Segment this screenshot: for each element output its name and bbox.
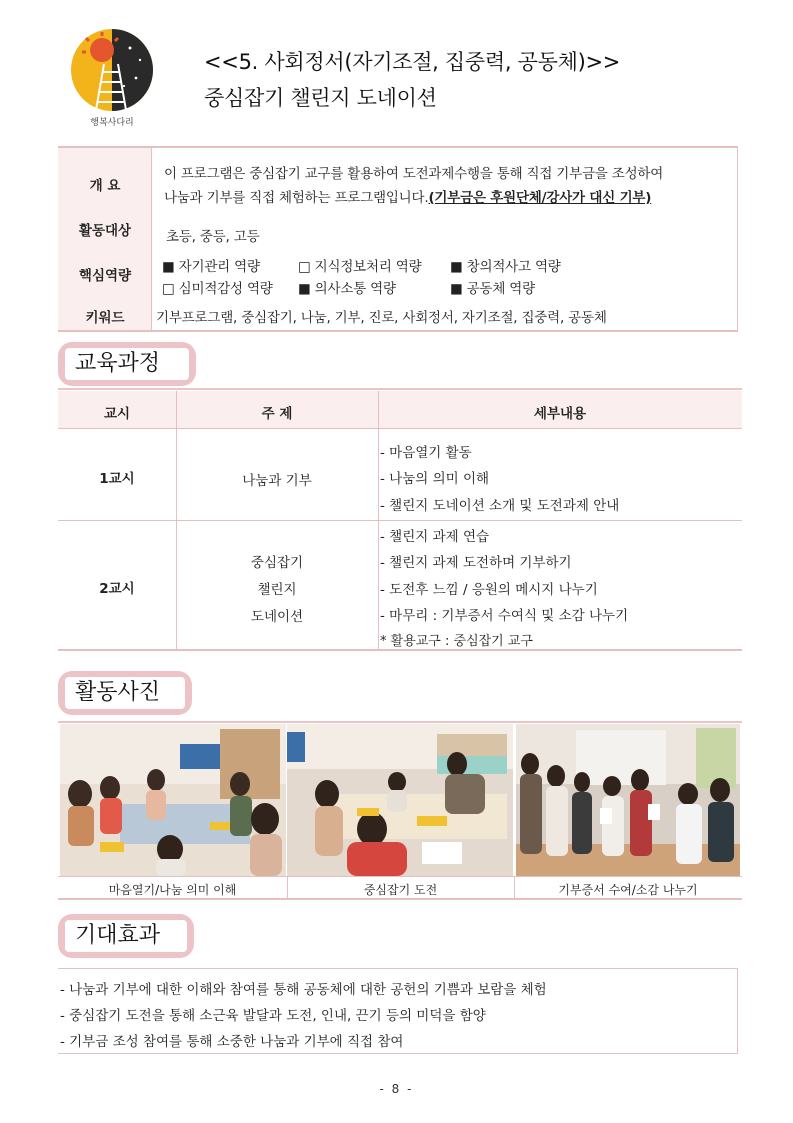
page-number: - 8 - xyxy=(379,1082,414,1096)
intro-line-2: 나눔과 기부를 직접 체험하는 프로그램입니다.(기부금은 후원단체/강사가 대신 기부) xyxy=(164,190,652,206)
row1-period: 1교시 xyxy=(99,471,135,487)
page-title xyxy=(204,44,620,116)
competency-1: ■ 자기관리 역량 xyxy=(162,259,260,275)
row2-topic-2: 챌린지 xyxy=(257,582,297,598)
keywords-value: 기부프로그램, 중심잡기, 나눔, 기부, 진로, 사회정서, 자기조절, 집중력, 공동체 xyxy=(156,310,607,326)
label-keyword: 키워드 xyxy=(85,310,125,326)
effects-box xyxy=(58,968,738,1054)
label-intro: 개 요 xyxy=(89,178,121,194)
competency-4: □ 심미적감성 역량 xyxy=(162,281,273,297)
section-effects xyxy=(58,914,194,958)
row2-detail-4: - 마무리 : 기부증서 수여식 및 소감 나누기 xyxy=(380,608,629,624)
svg-text:행복사다리: 행복사다리 xyxy=(90,118,134,128)
intro-line-1: 이 프로그램은 중심잡기 교구를 활용하여 도전과제수행을 통해 직접 기부금을 조성하여 xyxy=(164,166,664,182)
section-photos-title: 활동사진 xyxy=(65,677,185,709)
section-effects-title: 기대효과 xyxy=(65,920,187,952)
header-topic: 주 제 xyxy=(261,406,293,422)
photo-1 xyxy=(60,724,286,876)
row2-detail-3: - 도전후 느낌 / 응원의 메시지 나누기 xyxy=(380,582,598,598)
competency-2: □ 지식정보처리 역량 xyxy=(298,259,422,275)
section-curriculum-title: 교육과정 xyxy=(65,348,189,380)
row2-topic-3: 도네이션 xyxy=(250,609,304,625)
header-period: 교시 xyxy=(103,406,131,422)
header-details: 세부내용 xyxy=(533,406,587,422)
effect-item-2: - 중심잡기 도전을 통해 소근육 발달과 도전, 인내, 끈기 등의 미덕을 함양 xyxy=(60,1008,486,1024)
effect-item-3: - 기부금 조성 참여를 통해 소중한 나눔과 기부에 직접 참여 xyxy=(60,1034,404,1050)
row1-detail-1: - 마음열기 활동 xyxy=(380,445,472,461)
row2-detail-2: - 챌린지 과제 도전하며 기부하기 xyxy=(380,555,572,571)
caption-3: 기부증서 수여/소감 나누기 xyxy=(558,883,698,897)
competency-5: ■ 의사소통 역량 xyxy=(298,281,396,297)
row1-topic: 나눔과 기부 xyxy=(242,473,312,489)
caption-2: 중심잡기 도전 xyxy=(363,883,438,897)
effect-item-1: - 나눔과 기부에 대한 이해와 참여를 통해 공동체에 대한 공헌의 기쁨과 보람을 체험 xyxy=(60,982,547,998)
photo-3 xyxy=(516,724,740,876)
title-line-2: 중심잡기 챌린지 도네이션 xyxy=(204,86,437,110)
row1-detail-2: - 나눔의 의미 이해 xyxy=(380,471,490,487)
intro-note: (기부금은 후원단체/강사가 대신 기부) xyxy=(428,190,652,206)
label-target: 활동대상 xyxy=(78,223,132,239)
competency-6: ■ 공동체 역량 xyxy=(450,281,535,297)
photo-2 xyxy=(287,724,513,876)
target-value: 초등, 중등, 고등 xyxy=(166,229,260,245)
label-competency: 핵심역량 xyxy=(78,268,132,284)
section-photos xyxy=(58,671,192,715)
curriculum-table xyxy=(58,391,742,651)
row2-period: 2교시 xyxy=(99,581,135,597)
section-curriculum xyxy=(58,342,196,386)
caption-1: 마음열기/나눔 의미 이해 xyxy=(108,883,237,897)
competency-3: ■ 창의적사고 역량 xyxy=(450,259,561,275)
curriculum-rule xyxy=(58,388,742,390)
row2-detail-5: * 활용교구 : 중심잡기 교구 xyxy=(380,634,533,649)
photos-rule xyxy=(58,721,742,723)
title-line-1: <<5. 사회정서(자기조절, 집중력, 공동체)>> xyxy=(204,50,621,74)
overview-table xyxy=(58,146,738,332)
row2-topic-1: 중심잡기 xyxy=(250,555,304,571)
photo-captions xyxy=(58,876,742,900)
row1-detail-3: - 챌린지 도네이션 소개 및 도전과제 안내 xyxy=(380,498,620,514)
logo xyxy=(66,28,158,128)
row2-detail-1: - 챌린지 과제 연습 xyxy=(380,529,490,545)
row-divider xyxy=(58,520,742,521)
